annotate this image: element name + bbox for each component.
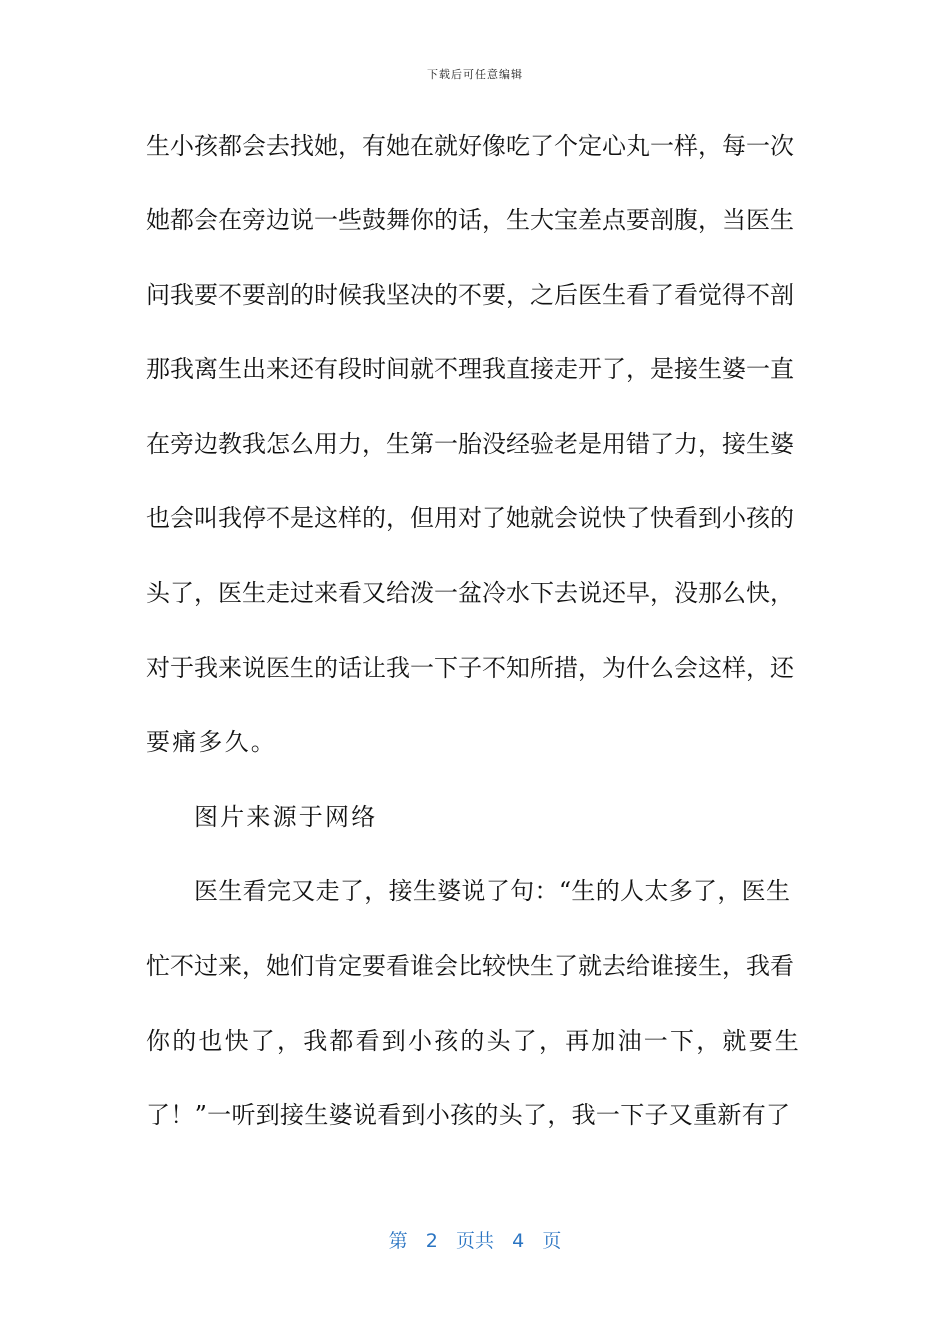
page-header: 下载后可任意编辑 — [427, 68, 523, 81]
body-line: 也会叫我停不是这样的，但用对了她就会说快了快看到小孩的 — [146, 504, 794, 532]
footer-middle: 页共 — [455, 1230, 494, 1252]
body-line: 医生看完又走了，接生婆说了句：“生的人太多了，医生 — [194, 877, 790, 905]
body-line: 忙不过来，她们肯定要看谁会比较快生了就去给谁接生，我看 — [146, 952, 794, 980]
total-pages-number: 4 — [512, 1230, 525, 1252]
body-line: 那我离生出来还有段时间就不理我直接走开了，是接生婆一直 — [146, 355, 794, 383]
body-line: 生小孩都会去找她，有她在就好像吃了个定心丸一样，每一次 — [146, 132, 794, 160]
page-footer — [0, 1226, 950, 1253]
body-line: 头了，医生走过来看又给泼一盆冷水下去说还早，没那么快， — [146, 579, 794, 607]
body-line: 在旁边教我怎么用力，生第一胎没经验老是用错了力，接生婆 — [146, 430, 794, 458]
current-page-number: 2 — [425, 1230, 438, 1252]
body-line: 了！”一听到接生婆说看到小孩的头了，我一下子又重新有了 — [146, 1101, 790, 1129]
footer-prefix: 第 — [388, 1230, 408, 1252]
body-line: 你的也快了，我都看到小孩的头了，再加油一下，就要生 — [146, 1027, 801, 1055]
image-caption: 图片来源于网络 — [194, 803, 378, 831]
body-line: 她都会在旁边说一些鼓舞你的话，生大宝差点要剖腹，当医生 — [146, 206, 794, 234]
body-line: 要痛多久。 — [146, 728, 277, 756]
body-line: 问我要不要剖的时候我坚决的不要，之后医生看了看觉得不剖 — [146, 281, 794, 309]
footer-suffix: 页 — [542, 1230, 562, 1252]
body-line: 对于我来说医生的话让我一下子不知所措，为什么会这样，还 — [146, 654, 794, 682]
